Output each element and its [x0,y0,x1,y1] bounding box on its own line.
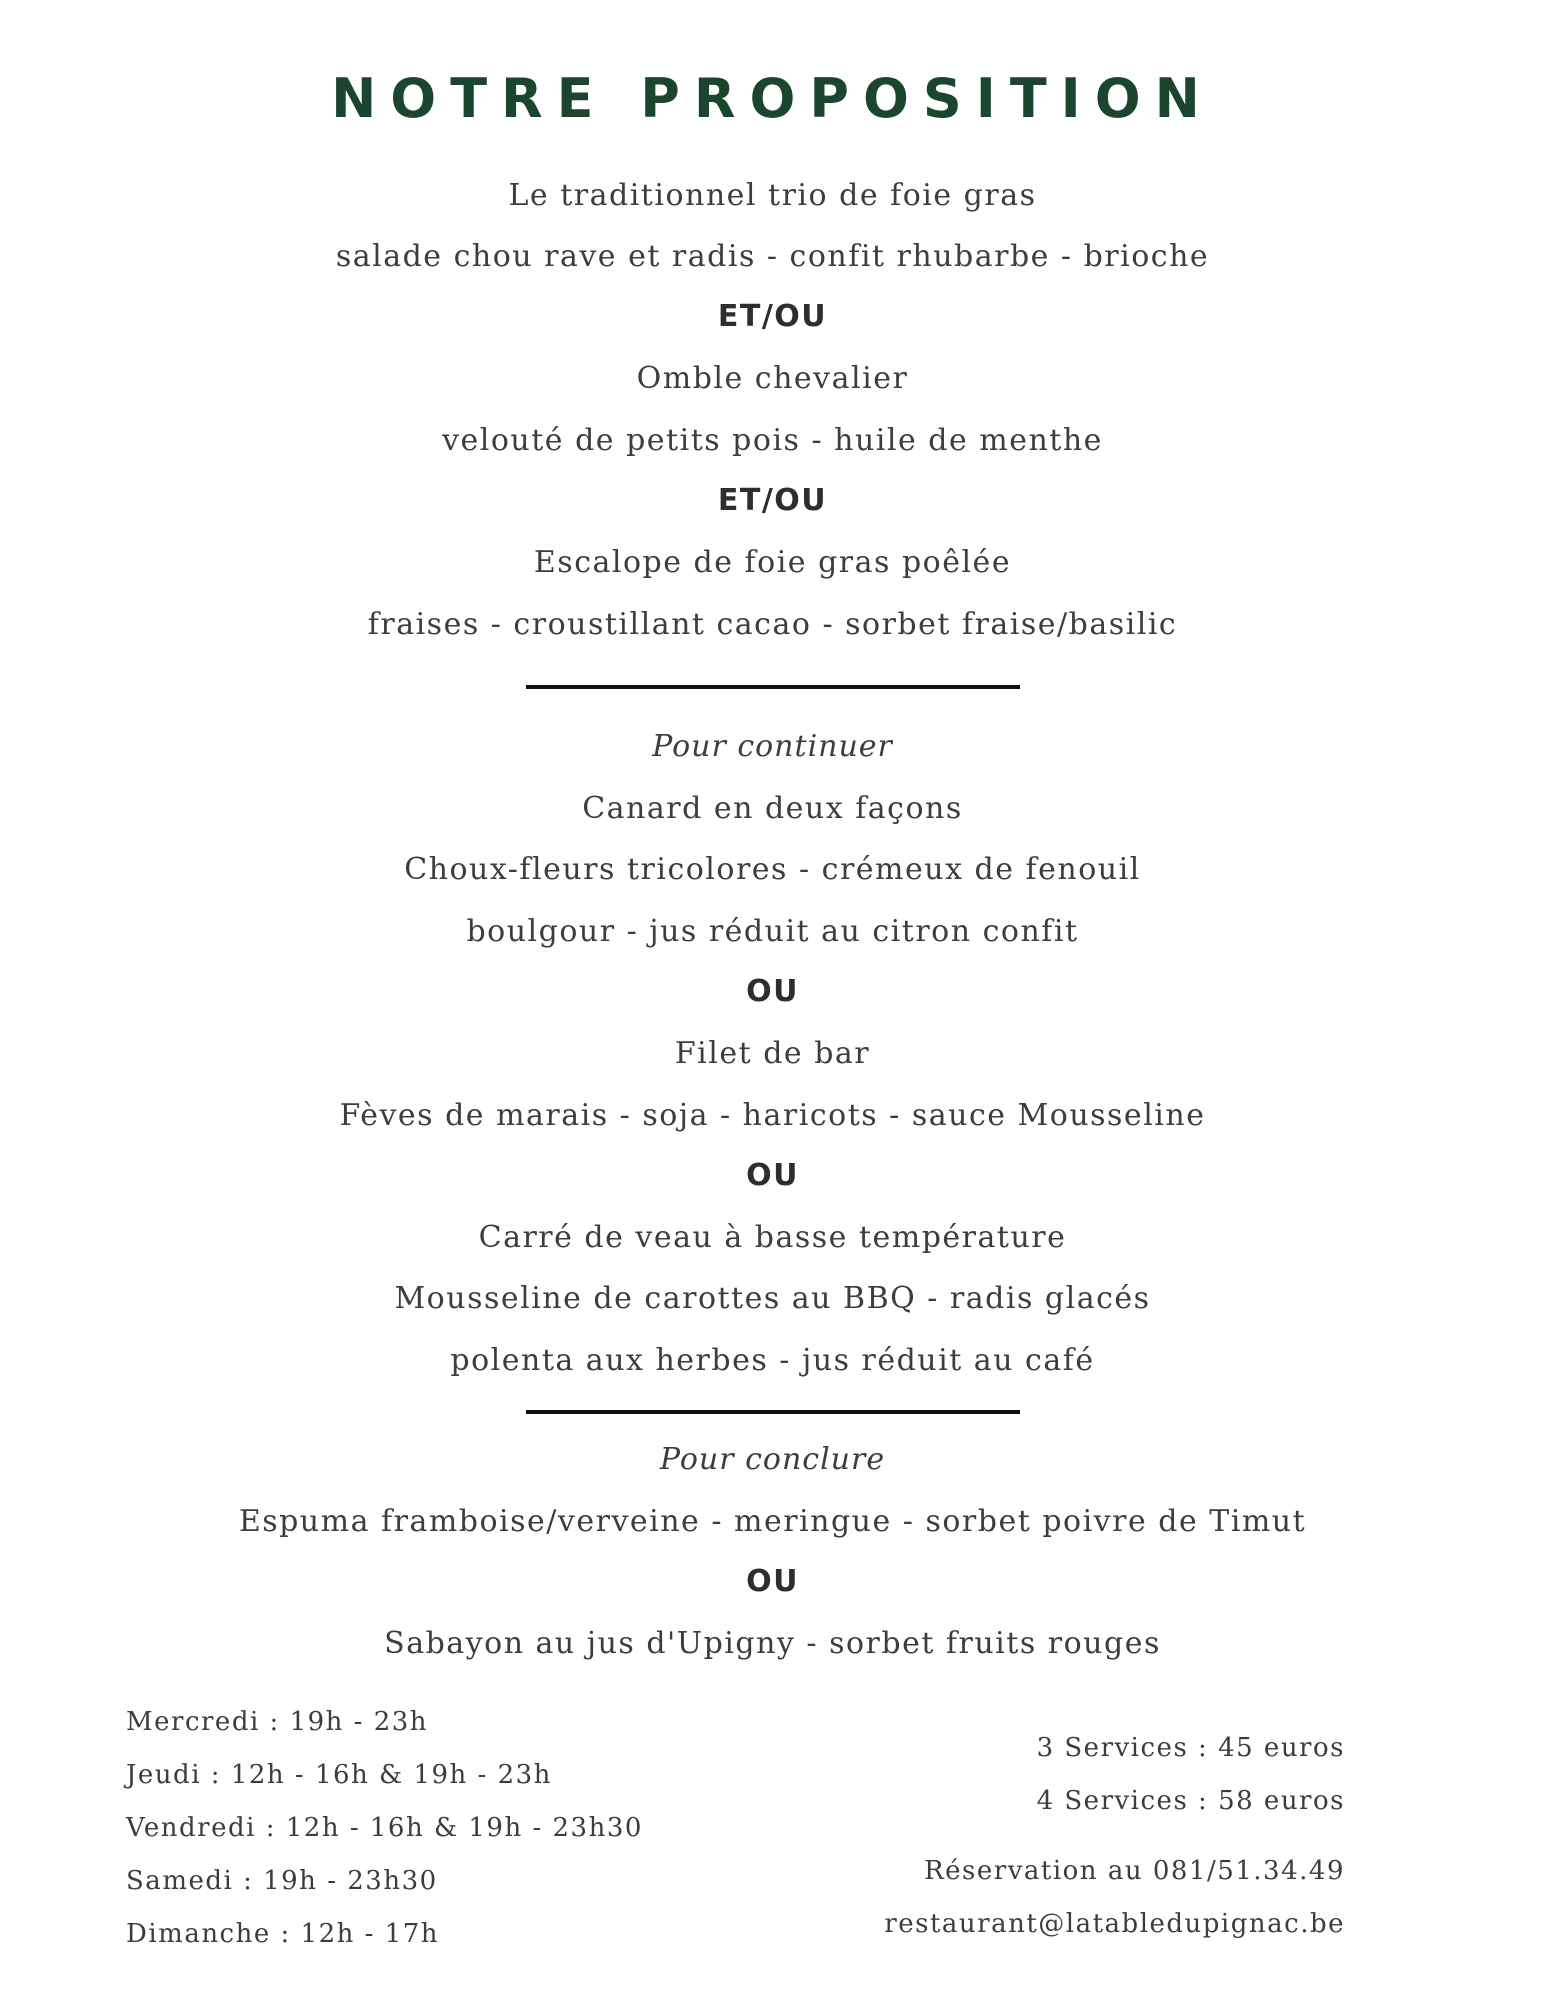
main-3-description-2: polenta aux herbes - jus réduit au café [450,1343,1095,1378]
main-2-name: Filet de bar [674,1036,871,1071]
separator-ou-2: OU [746,1158,799,1193]
hours-wednesday: Mercredi : 19h - 23h [126,1707,429,1737]
main-1-description-1: Choux-fleurs tricolores - crémeux de fenouil [404,852,1141,887]
starter-2-description: velouté de petits pois - huile de menthe [442,423,1103,458]
price-three-services: 3 Services : 45 euros [1036,1733,1345,1763]
price-four-services: 4 Services : 58 euros [1036,1786,1345,1816]
separator-et-ou-2: ET/OU [717,483,828,518]
section-divider-2 [526,1410,1020,1414]
starter-3-description: fraises - croustillant cacao - sorbet fraise/basilic [367,607,1178,642]
section-divider-1 [526,685,1020,689]
dessert-2: Sabayon au jus d'Upigny - sorbet fruits rouges [384,1626,1161,1661]
main-3-description-1: Mousseline de carottes au BBQ - radis glacés [394,1281,1151,1316]
dessert-1: Espuma framboise/verveine - meringue - sorbet poivre de Timut [238,1504,1307,1539]
main-1-name: Canard en deux façons [582,791,963,826]
page-title: NOTRE PROPOSITION [331,67,1214,130]
separator-ou-1: OU [746,974,799,1009]
hours-thursday: Jeudi : 12h - 16h & 19h - 23h [126,1760,552,1790]
separator-ou-3: OU [746,1564,799,1599]
starter-1-description: salade chou rave et radis - confit rhubarbe - brioche [335,239,1210,274]
separator-et-ou-1: ET/OU [717,299,828,334]
section-heading-mains: Pour continuer [652,729,893,764]
main-3-name: Carré de veau à basse température [478,1220,1067,1255]
contact [884,1845,1345,1951]
reservation-phone: Réservation au 081/51.34.49 [924,1856,1345,1886]
main-2-description: Fèves de marais - soja - haricots - sauce Mousseline [339,1098,1206,1133]
hours-saturday: Samedi : 19h - 23h30 [126,1866,438,1896]
contact-email: restaurant@latabledupignac.be [884,1909,1345,1939]
section-heading-desserts: Pour conclure [659,1442,886,1477]
starter-2-name: Omble chevalier [636,361,909,396]
main-1-description-2: boulgour - jus réduit au citron confit [466,914,1079,949]
starter-1-name: Le traditionnel trio de foie gras [508,178,1037,213]
hours-sunday: Dimanche : 12h - 17h [126,1919,440,1949]
hours-friday: Vendredi : 12h - 16h & 19h - 23h30 [126,1813,643,1843]
opening-hours [126,1696,643,1961]
prices [1037,1722,1345,1828]
starter-3-name: Escalope de foie gras poêlée [533,545,1012,580]
